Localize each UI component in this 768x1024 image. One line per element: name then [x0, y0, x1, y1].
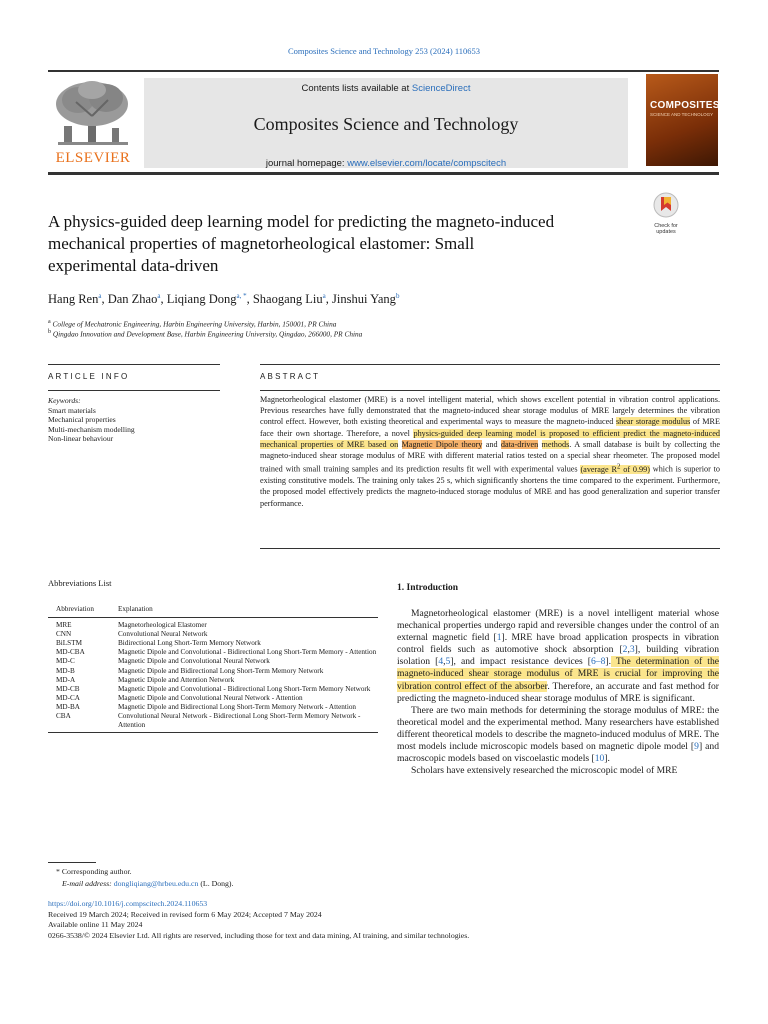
title-line: A physics-guided deep learning model for predicting the magneto-induced [48, 212, 555, 231]
text-segment: ], building vibration isolation [ [397, 644, 719, 668]
author-affiliation-mark[interactable]: a [322, 292, 326, 300]
abbreviations-title: Abbreviations List [48, 578, 112, 588]
badge-line: Check for [654, 223, 678, 229]
homepage-prefix: journal homepage: [265, 158, 348, 169]
reference-link[interactable]: 5 [445, 656, 451, 668]
abbr-cell: MRE [56, 621, 72, 630]
copyright-notice: 0266-3538/© 2024 Elsevier Ltd. All rights are reserved, including those for text and data mining, AI training, and similar technologies. [48, 930, 470, 940]
email-link[interactable]: dongliqiang@hrbeu.edu.cn [113, 878, 199, 888]
keyword: Multi-mechanism modelling [48, 424, 135, 434]
abstract-highlight[interactable]: methods [541, 439, 570, 449]
abbr-cell: CBA [48, 712, 118, 733]
abstract-segment: . A small database is built by collecting the magneto-induced shear storage modulus of MRE with different material ratios tested on a special shear rheometer. The proposed model trained with small training samples and its prediction results fit well with experimental values [260, 439, 721, 474]
affiliation-mark: b [48, 329, 51, 335]
abbreviations-table [48, 603, 378, 733]
table-row [48, 703, 378, 712]
reference-link[interactable]: 1 [496, 632, 502, 644]
journal-homepage [144, 158, 628, 169]
table-row [48, 630, 378, 639]
affiliation [48, 319, 336, 328]
paragraph [397, 705, 719, 765]
abstract-segment: which is superior to existing constitutive models. The training only takes 25 s, which significantly shortens the time compared to the experiment. Furthermore, the proposed model effectively predicts the magneto-induced storage modulus of MRE and has good generalization and superior transfer performance. [260, 464, 721, 508]
expl-cell: Magnetic Dipole and Convolutional Neural Network [118, 657, 270, 666]
author-name[interactable]: Hang Ren [48, 292, 99, 307]
doi-link[interactable]: https://doi.org/10.1016/j.compscitech.2024.110653 [48, 899, 208, 908]
abstract-highlight[interactable]: Magnetic Dipole theory [401, 439, 483, 449]
table-row [48, 676, 378, 685]
expl-cell: Magnetic Dipole and Bidirectional Long Short-Term Memory Network [118, 666, 324, 675]
check-for-updates-badge[interactable] [648, 192, 684, 236]
author-name[interactable]: Liqiang Dong [166, 292, 237, 307]
journal-name: Composites Science and Technology [253, 114, 519, 134]
abstract-heading: ABSTRACT [260, 372, 321, 381]
abstract-highlight[interactable]: shear storage modulus [615, 417, 691, 427]
journal-citation[interactable]: Composites Science and Technology 253 (2024) 110653 [287, 46, 481, 56]
reference-link[interactable]: 6–8 [591, 656, 606, 668]
keyword: Non-linear behaviour [48, 434, 114, 443]
footnotes [56, 866, 233, 889]
author-affiliation-mark[interactable]: b [395, 292, 400, 300]
expl-cell: Magnetorheological Elastomer [118, 621, 207, 630]
table-row [48, 685, 378, 694]
paragraph [397, 608, 719, 705]
affiliation [48, 329, 362, 338]
text-segment: ]. [604, 753, 610, 765]
bookmark-icon [648, 192, 684, 218]
corresponding-author-note [56, 866, 233, 878]
table-header-row [48, 603, 378, 618]
table-row [48, 694, 378, 703]
table-row [48, 657, 378, 666]
journal-cover-thumbnail[interactable] [646, 74, 718, 166]
text-segment: ] and macroscopic models based on viscoelastic models [ [397, 741, 720, 765]
corresponding-author-text: Corresponding author. [61, 867, 132, 876]
title-line: mechanical properties of magnetorheological elastomer: Small [48, 234, 475, 253]
article-title [48, 211, 628, 277]
expl-cell: Convolutional Neural Network - Bidirectional Long Short-Term Memory Network -Attention [118, 712, 378, 733]
article-info-top-rule [48, 364, 220, 365]
email-label: E-mail address: [62, 878, 114, 888]
author-affiliation-mark[interactable]: a [157, 292, 161, 300]
abstract-segment: Magnetorheological elastomer (MRE) is a novel intelligent material, which shows excellent potential in vibration control applications. Previous researches have fully demonstrated that the magneto-induced shear storage modulus of MRE largely determines the vibration control effect. However, both existing theoretical and experimental ways to measure the magneto-induced [260, 395, 720, 427]
table-row [48, 712, 378, 733]
reference-link[interactable]: 4 [438, 656, 444, 668]
cover-title: COMPOSITES [650, 100, 720, 111]
journal-banner [144, 78, 628, 168]
text-segment: ]. MRE have broad application prospects in vibration control fields such as automotive shock absorption [ [397, 632, 719, 656]
abbr-cell: CNN [56, 630, 72, 639]
abbr-cell: MD-B [56, 666, 75, 675]
reference-link[interactable]: 2 [622, 644, 628, 656]
text-segment: Scholars have extensively researched the microscopic model of MRE [411, 765, 678, 777]
author-name[interactable]: Shaogang Liu [252, 292, 323, 307]
reference-link[interactable]: 10 [594, 753, 605, 765]
cover-subtitle: SCIENCE AND TECHNOLOGY [650, 112, 714, 117]
table-header-explanation: Explanation [118, 603, 378, 618]
badge-text [648, 223, 684, 235]
received-dates: Received 19 March 2024; Received in revised form 6 May 2024; Accepted 7 May 2024 [48, 909, 322, 919]
reference-link[interactable]: 9 [694, 741, 699, 753]
title-line: experimental data-driven [48, 256, 219, 275]
author-name[interactable]: Jinshui Yang [332, 292, 396, 307]
table-row [48, 618, 378, 631]
author-name[interactable]: Dan Zhao [107, 292, 158, 307]
expl-cell: Convolutional Neural Network [118, 630, 208, 639]
online-date: Available online 11 May 2024 [48, 920, 143, 930]
expl-cell: Magnetic Dipole and Convolutional - Bidirectional Long Short-Term Memory Network [118, 684, 371, 693]
abbr-cell: BiLSTM [56, 639, 82, 648]
abbr-cell: MD-C [56, 657, 75, 666]
text-segment: , [627, 644, 630, 656]
contents-prefix: Contents lists available at [301, 83, 412, 94]
asterisk-mark: * [56, 867, 62, 876]
abstract-text [260, 394, 720, 509]
footnote-rule [48, 862, 96, 863]
abstract-highlight-part: of 0.99) [620, 464, 650, 474]
text-highlight[interactable]: The determination of the magneto-induced shear storage modulus of MRE is crucial for improving the vibration control effect of the absorber [397, 656, 719, 692]
abstract-rule [260, 390, 720, 391]
abstract-highlight[interactable]: physics-guided deep learning model is proposed to efficient predict the magneto-induced mechanical properties of MRE based on [260, 428, 721, 449]
abstract-segment: and [482, 439, 501, 449]
text-segment: . Therefore, an accurate and fast method for predicting the magneto-induced shear storage modulus of MRE is significant. [397, 680, 719, 704]
abbr-cell: MD-CB [56, 684, 80, 693]
abstract-segment: of MRE face their own shortage. Therefore, a novel [260, 417, 720, 438]
masthead [48, 70, 719, 168]
elsevier-tree-logo-icon [48, 78, 138, 148]
text-segment: Magnetorheological elastomer (MRE) is a novel intelligent material whose mechanical properties undergo rapid and reversible changes under the control of an external magnetic field [ [397, 608, 719, 644]
abstract-highlight[interactable] [580, 465, 650, 474]
introduction-text [397, 608, 719, 777]
publisher-logo-text: ELSEVIER [55, 150, 131, 166]
abstract-superscript: 2 [616, 463, 621, 471]
contents-available [144, 83, 628, 94]
masthead-divider [48, 172, 719, 175]
expl-cell: Magnetic Dipole and Attention Network [118, 675, 235, 684]
paragraph [397, 765, 719, 777]
reference-link[interactable]: 3 [629, 644, 635, 656]
author-affiliation-mark[interactable]: a [98, 292, 102, 300]
abbr-cell: MD-BA [56, 702, 80, 711]
author-list: Hang Ren$^a$, Dan Zhao$^a$, Liqiang Dong$^{a, *}$, Shaogang Liu$^a$, Jinshui Yang$^b$ [48, 292, 400, 307]
author-affiliation-mark[interactable]: a, * [236, 292, 247, 300]
keyword: Mechanical properties [48, 415, 116, 424]
homepage-link[interactable]: www.elsevier.com/locate/compscitech [347, 158, 507, 169]
abstract-bottom-rule [260, 548, 720, 549]
abbr-cell: MD-CBA [56, 648, 85, 657]
article-info-heading: ARTICLE INFO [48, 372, 130, 381]
keywords-label: Keywords: [48, 396, 81, 405]
keyword: Smart materials [48, 405, 96, 415]
sciencedirect-link[interactable]: ScienceDirect [411, 83, 471, 94]
text-segment: There are two main methods for determining the storage modulus of MRE: the theoretical model and the experimental method. Many researchers have established different theoretical models to describe the magneto-induced modulus of MRE. The most models include microscopic models based on magnetic dipole model [ [397, 704, 719, 753]
keywords-block [48, 396, 135, 444]
introduction-heading: 1. Introduction [397, 583, 459, 593]
table-row [48, 667, 378, 676]
table-row [48, 648, 378, 657]
text-segment: ]. [605, 656, 611, 668]
table-row [48, 639, 378, 648]
abbr-cell: MD-CA [56, 693, 80, 702]
expl-cell: Magnetic Dipole and Convolutional - Bidirectional Long Short-Term Memory - Attention [118, 648, 377, 657]
email-note [56, 878, 233, 890]
text-segment: ], and impact resistance devices [ [450, 656, 591, 668]
affiliation-mark: a [48, 319, 51, 325]
abstract-top-rule [260, 364, 720, 365]
table-header-abbreviation: Abbreviation [48, 603, 118, 618]
affiliation-text: Qingdao Innovation and Development Base, Harbin Engineering University, Qingdao, 266000, PR China [52, 329, 363, 339]
expl-cell: Magnetic Dipole and Bidirectional Long Short-Term Memory Network - Attention [118, 702, 357, 711]
abstract-highlight[interactable]: data-driven [500, 439, 539, 449]
expl-cell: Bidirectional Long Short-Term Memory Network [118, 639, 261, 648]
badge-line: updates [656, 229, 676, 235]
text-segment: , [443, 656, 446, 668]
affiliation-text: College of Mechatronic Engineering, Harbin Engineering University, Harbin, 150001, PR China [52, 319, 337, 329]
article-info-rule [48, 390, 220, 391]
email-owner: (L. Dong). [198, 878, 234, 888]
abstract-highlight-part: (average R [580, 464, 617, 474]
article-metadata [48, 899, 469, 941]
expl-cell: Magnetic Dipole and Convolutional Neural Network - Attention [118, 693, 303, 702]
abbr-cell: MD-A [56, 675, 76, 684]
